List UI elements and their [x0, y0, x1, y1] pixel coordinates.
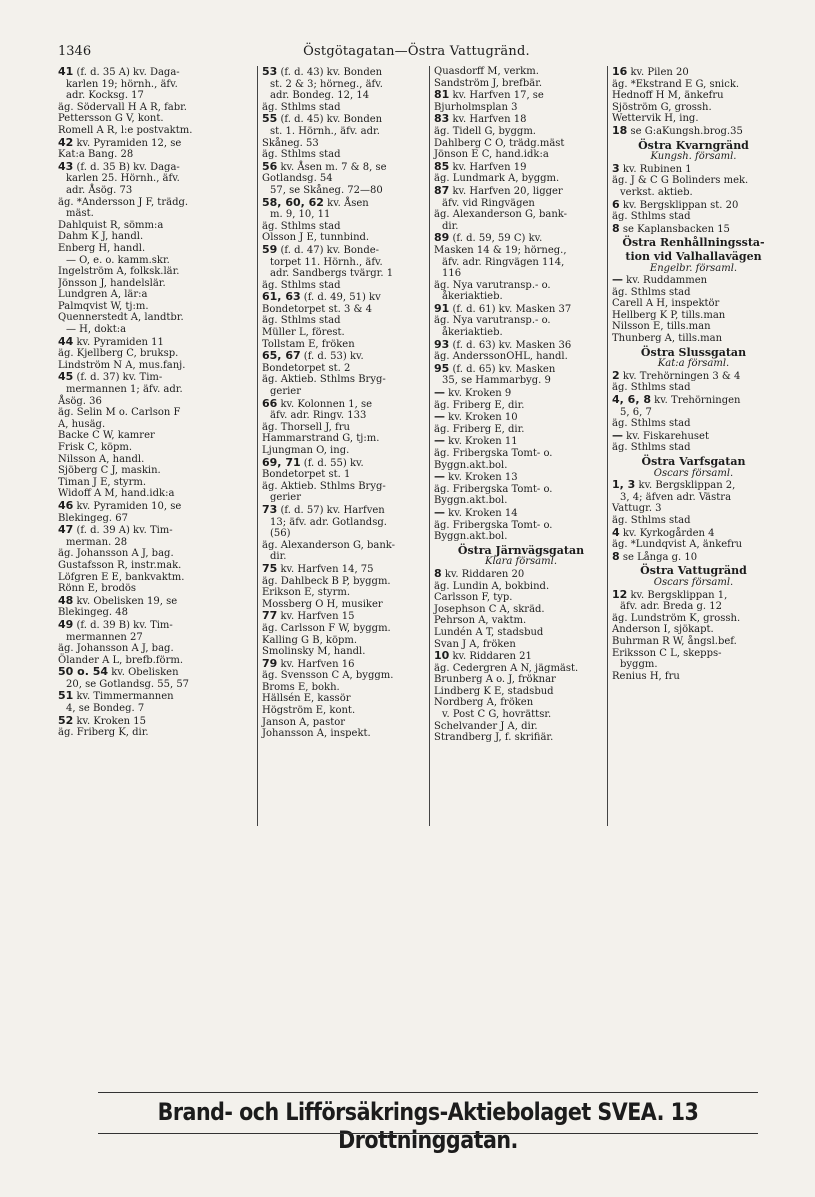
directory-line: Johansson A, inspekt. [262, 728, 371, 740]
directory-line: Palmqvist W, tj:m. [58, 300, 149, 312]
directory-line: Gotlandsg. 54 [262, 173, 333, 185]
directory-line: — kv. Fiskarehuset [612, 428, 709, 442]
directory-line: Kat:a Bang. 28 [58, 149, 134, 161]
directory-line: Romell A R, l:e postvaktm. [58, 124, 193, 136]
directory-line: äg. Friberg E, dir. [434, 399, 525, 411]
directory-line: Kat:a församl. [657, 358, 730, 370]
directory-line: torpet 11. Hörnh., äfv. [270, 256, 383, 268]
directory-line: 58, 60, 62 kv. Åsen [262, 195, 369, 209]
directory-line: äg. Cedergren A N, jägmäst. [434, 662, 579, 674]
directory-line: 49 (f. d. 39 B) kv. Tim- [58, 617, 173, 631]
directory-line: äg. Aktieb. Sthlms Bryg- [262, 374, 386, 386]
directory-line: 4, 6, 8 kv. Trehörningen [612, 393, 741, 407]
directory-line: Bondetorpet st. 2 [262, 362, 351, 374]
directory-line: äg. Kjellberg C, bruksp. [58, 348, 179, 360]
directory-line: äg. Fribergska Tomt- o. [434, 448, 553, 459]
directory-line: v. Post C G, hovrättsr. [442, 709, 552, 721]
directory-line: 95 (f. d. 65) kv. Masken [434, 361, 556, 375]
directory-line: Klara församl. [484, 556, 557, 568]
directory-line: äfv. adr. Ringvägen 114, [442, 256, 565, 268]
directory-line: 48 kv. Obelisken 19, se [58, 593, 178, 607]
directory-line: verkst. aktieb. [620, 186, 693, 198]
directory-line: 81 kv. Harfven 17, se [434, 88, 544, 102]
directory-line: Dahlberg C O, trädg.mäst [434, 137, 565, 149]
directory-line: Eriksson C L, skepps- [612, 647, 722, 659]
directory-line: Buhrman R W, ångsl.bef. [612, 635, 737, 647]
directory-line: Bondetorpet st. 3 & 4 [262, 303, 372, 315]
directory-line: äg. *Lundqvist A, änkefru [612, 539, 743, 551]
directory-line: Oscars församl. [653, 467, 734, 479]
directory-line: 53 (f. d. 43) kv. Bonden [262, 66, 383, 78]
directory-line: 1, 3 kv. Bergsklippan 2, [612, 478, 736, 492]
directory-line: 116 [442, 268, 462, 280]
directory-line: äg. Aktieb. Sthlms Bryg- [262, 480, 386, 492]
directory-line: Jönson E C, hand.idk:a [434, 149, 549, 161]
footer-advert: Brand- och Lifförsäkrings-Aktiebolaget SVEA. 13 Drottninggatan. [157, 1098, 699, 1154]
directory-line: 91 (f. d. 61) kv. Masken 37 [434, 301, 572, 315]
directory-line: Pettersson G V, kont. [58, 113, 164, 125]
directory-line: 61, 63 (f. d. 49, 51) kv [262, 290, 381, 304]
directory-line: Lindberg K E, stadsbud [434, 685, 554, 697]
directory-line: 69, 71 (f. d. 55) kv. [262, 455, 364, 469]
directory-line: Smolinsky M, handl. [262, 646, 366, 658]
directory-line: mermannen 1; äfv. adr. [66, 384, 183, 396]
directory-line: — kv. Kroken 11 [434, 434, 518, 448]
directory-line: Blekingeg. 48 [58, 607, 128, 619]
directory-line: mermannen 27 [66, 631, 143, 643]
directory-line: äg. J & C G Bolinders mek. [612, 175, 749, 187]
directory-line: Backe C W, kamrer [58, 430, 155, 442]
directory-line: Nordberg A, fröken [434, 697, 534, 709]
directory-line: A, husäg. [58, 418, 106, 430]
directory-line: 46 kv. Pyramiden 10, se [58, 498, 182, 512]
directory-line: Dahm K J, handl. [58, 231, 144, 243]
directory-line: Timan J E, styrm. [58, 476, 147, 488]
directory-line: — kv. Kroken 14 [434, 505, 518, 519]
directory-line: äg. Thorsell J, fru [262, 421, 350, 433]
directory-line: äg. Lundin A, bokbind. [434, 580, 550, 592]
directory-line: Sjöström G, grossh. [612, 101, 712, 113]
directory-line: åkeriaktieb. [442, 291, 503, 303]
directory-line: Mossberg O H, musiker [262, 598, 383, 610]
directory-line: 3 kv. Rubinen 1 [612, 161, 692, 175]
directory-line: Olsson J E, tunnbind. [262, 232, 370, 244]
directory-line: Kungsh. församl. [650, 151, 737, 163]
directory-line: Skåneg. 53 [262, 137, 319, 149]
directory-line: 59 (f. d. 47) kv. Bonde- [262, 242, 380, 256]
directory-line: äg. Sthlms stad [612, 211, 691, 223]
page-header [58, 44, 775, 64]
directory-line: 65, 67 (f. d. 53) kv. [262, 349, 364, 363]
directory-line: 66 kv. Kolonnen 1, se [262, 396, 372, 410]
directory-line: äg. Sthlms stad [262, 149, 341, 161]
directory-line: 44 kv. Pyramiden 11 [58, 334, 164, 348]
directory-line: 50 o. 54 kv. Obelisken [58, 665, 179, 679]
directory-line: — kv. Kroken 13 [434, 470, 518, 484]
directory-line: 41 (f. d. 35 A) kv. Daga- [58, 66, 180, 78]
directory-line: äg. Friberg K, dir. [58, 727, 149, 739]
directory-line: äg. *Ekstrand E G, snick. [612, 78, 740, 90]
directory-line: 2 kv. Trehörningen 3 & 4 [612, 368, 741, 382]
directory-line: Brunberg A o. J, fröknar [434, 674, 556, 686]
directory-line: Bjurholmsplan 3 [434, 101, 518, 113]
directory-line: Gustafsson R, instr.mak. [58, 559, 182, 571]
footer-rule-bottom [98, 1133, 758, 1134]
directory-line: karlen 19; hörnh., äfv. [66, 78, 178, 90]
directory-line: Lundgren A, lär:a [58, 289, 148, 301]
directory-line: Masken 14 & 19; hörneg., [434, 244, 567, 256]
directory-line: Nilsson E, tills.man [612, 321, 711, 333]
directory-line: äg. Nya varutransp.- o. [434, 315, 551, 327]
directory-line: Hammarstrand G, tj:m. [262, 433, 380, 445]
directory-line: Pehrson A, vaktm. [434, 615, 527, 627]
directory-line: Hednoff H M, änkefru [612, 90, 724, 102]
directory-line: Schelvander J A, dir. [434, 720, 538, 732]
directory-line: — H, dokt:a [66, 324, 127, 336]
directory-line: 10 kv. Riddaren 21 [434, 649, 532, 663]
directory-line: äfv. adr. Ringv. 133 [270, 410, 367, 422]
directory-line: adr. Åsög. 73 [66, 184, 133, 196]
directory-line: adr. Kocksg. 17 [66, 90, 144, 102]
directory-line: Löfgren E E, bankvaktm. [58, 571, 185, 583]
column-1 [58, 66, 256, 826]
directory-line: Östra Järnvägsgatan [457, 543, 585, 557]
directory-line: Enberg H, handl. [58, 242, 146, 254]
directory-line: 5, 6, 7 [620, 406, 652, 418]
directory-line: 3, 4; äfven adr. Västra [620, 491, 732, 503]
directory-line: Janson A, pastor [262, 716, 346, 728]
directory-line: 8 se Långa g. 10 [612, 549, 698, 563]
directory-line: karlen 25. Hörnh., äfv. [66, 173, 180, 185]
directory-line: Byggn.akt.bol. [434, 459, 508, 471]
directory-columns [58, 66, 770, 826]
directory-line: 77 kv. Harfven 15 [262, 609, 355, 623]
directory-line: 43 (f. d. 35 B) kv. Daga- [58, 159, 180, 173]
directory-line: Carell A H, inspektör [612, 298, 720, 310]
directory-line: — O, e. o. kamm.skr. [66, 254, 170, 266]
footer-rule-top [98, 1092, 758, 1093]
directory-line: adr. Sandbergs tvärgr. 1 [270, 268, 394, 280]
directory-line: Ingelström A, folksk.lär. [58, 266, 180, 278]
directory-line: Tollstam E, fröken [262, 338, 355, 350]
directory-line: Östra Varfsgatan [641, 455, 746, 468]
directory-line: st. 2 & 3; hörneg., äfv. [270, 78, 383, 90]
directory-line: 52 kv. Kroken 15 [58, 713, 146, 727]
directory-line: Oscars församl. [653, 576, 734, 588]
directory-line: — kv. Kroken 10 [434, 410, 518, 424]
directory-line: 4, se Bondeg. 7 [66, 703, 145, 715]
directory-line: (56) [270, 528, 291, 540]
directory-line: 18 se G:aKungsh.brog.35 [612, 123, 743, 137]
directory-line: äfv. vid Ringvägen [442, 197, 535, 209]
directory-line: Engelbr. församl. [649, 262, 738, 274]
directory-line: Renius H, fru [612, 670, 680, 682]
directory-line: Strandberg J, f. skrifiär. [434, 732, 554, 744]
directory-line: äg. Lundström K, grossh. [612, 612, 741, 624]
running-head: Östgötagatan—Östra Vattugränd. [303, 44, 530, 59]
directory-line: äg. Johansson A J, bag. [58, 643, 174, 655]
directory-line: Ölander A L, brefb.förm. [58, 654, 184, 666]
directory-line: byggm. [620, 659, 658, 671]
directory-line: Wettervik H, ing. [612, 113, 699, 125]
directory-line: Thunberg A, tills.man [612, 333, 723, 345]
directory-line: äg. Sthlms stad [612, 514, 691, 526]
directory-line: — kv. Kroken 9 [434, 386, 512, 400]
directory-line: Sandström J, brefbär. [434, 77, 543, 89]
directory-line: äg. Södervall H A R, fabr. [58, 101, 187, 113]
directory-line: Nilsson A, handl. [58, 453, 145, 465]
directory-line: 6 kv. Bergsklippan st. 20 [612, 197, 739, 211]
directory-line: 45 (f. d. 37) kv. Tim- [58, 370, 163, 384]
directory-line: 79 kv. Harfven 16 [262, 656, 355, 670]
directory-line: Josephson C A, skräd. [434, 603, 545, 615]
directory-line: Müller L, förest. [262, 327, 345, 339]
directory-line: 87 kv. Harfven 20, ligger [434, 183, 563, 197]
directory-line: Sjöberg C J, maskin. [58, 465, 161, 477]
directory-line: Högström E, kont. [262, 705, 356, 717]
directory-line: 4 kv. Kyrkogården 4 [612, 525, 715, 539]
directory-line: äg. Lundmark A, byggm. [434, 173, 560, 185]
directory-line: 56 kv. Åsen m. 7 & 8, se [262, 159, 387, 173]
directory-line: Östra Renhållningssta- [622, 236, 765, 250]
directory-line: äg. Friberg E, dir. [434, 423, 525, 435]
directory-line: äg. Alexanderson G, bank- [434, 209, 568, 221]
directory-line: Östra Vattugränd [640, 564, 747, 578]
directory-line: 35, se Hammarbyg. 9 [442, 375, 551, 387]
directory-line: gerier [270, 492, 301, 504]
directory-line: äg. Sthlms stad [262, 279, 341, 291]
directory-line: Carlsson F, typ. [434, 592, 513, 604]
directory-line: 89 (f. d. 59, 59 C) kv. [434, 231, 543, 245]
directory-line: äg. Dahlbeck B P, byggm. [262, 575, 391, 587]
directory-line: äg. Tidell G, byggm. [434, 125, 536, 137]
directory-line: äg. Fribergska Tomt- o. [434, 519, 553, 531]
directory-line: 12 kv. Bergsklippan 1, [612, 587, 728, 601]
directory-line: 20, se Gotlandsg. 55, 57 [66, 678, 190, 690]
directory-line: äg. Sthlms stad [612, 442, 691, 454]
directory-line: Frisk C, köpm. [58, 442, 133, 453]
directory-line: Broms E, bokh. [262, 681, 340, 693]
directory-line: 75 kv. Harfven 14, 75 [262, 561, 374, 575]
directory-line: Bondetorpet st. 1 [262, 469, 351, 481]
directory-line: mäst. [66, 208, 94, 220]
directory-line: 8 kv. Riddaren 20 [434, 566, 525, 580]
directory-line: Blekingeg. 67 [58, 512, 128, 524]
directory-line: Dahlquist R, sömm:a [58, 219, 164, 231]
directory-line: Anderson I, sjökapt. [612, 624, 714, 636]
directory-line: äg. Svensson C A, byggm. [262, 670, 394, 682]
directory-line: Östra Slussgatan [640, 345, 747, 359]
directory-line: 55 (f. d. 45) kv. Bonden [262, 112, 383, 126]
directory-line: Lundén A T, stadsbud [434, 626, 544, 638]
directory-line: Hällsén E, kassör [262, 693, 351, 705]
directory-line: äg. Sthlms stad [612, 382, 691, 394]
directory-line: Lindström N A, mus.fanj. [58, 359, 186, 371]
directory-line: 57, se Skåneg. 72—80 [270, 184, 383, 196]
directory-line: äg. *Andersson J F, trädg. [58, 196, 189, 208]
directory-line: merman. 28 [66, 536, 128, 548]
page-number: 1346 [58, 44, 92, 59]
directory-line: Svan J A, fröken [434, 638, 516, 650]
directory-line: äg. Carlsson F W, byggm. [262, 622, 391, 634]
directory-line: Jönsson J, handelslär. [58, 277, 166, 289]
directory-line: äg. Sthlms stad [262, 315, 341, 327]
column-4 [607, 66, 775, 826]
directory-line: äg. Sthlms stad [612, 418, 691, 430]
directory-line: Vattugr. 3 [612, 503, 662, 515]
directory-line: äg. Sthlms stad [262, 220, 341, 232]
directory-line: Kalling G B, köpm. [262, 634, 358, 646]
directory-line: Åsög. 36 [58, 395, 102, 407]
directory-line: Rönn E, brodös [58, 583, 137, 595]
directory-line: dir. [270, 551, 287, 563]
directory-line: Byggn.akt.bol. [434, 495, 508, 507]
directory-line: Erikson E, styrm. [262, 587, 351, 599]
directory-line: äg. Fribergska Tomt- o. [434, 483, 553, 495]
directory-line: 8 se Kaplansbacken 15 [612, 221, 730, 235]
directory-line: — kv. Ruddammen [612, 273, 708, 287]
directory-line: 93 (f. d. 63) kv. Masken 36 [434, 337, 572, 351]
directory-line: st. 1. Hörnh., äfv. adr. [270, 125, 380, 137]
directory-line: Quennerstedt A, landtbr. [58, 312, 184, 324]
directory-line: äg. Nya varutransp.- o. [434, 279, 551, 291]
directory-line: Quasdorff M, verkm. [434, 66, 539, 77]
directory-line: tion vid Valhallavägen [625, 249, 762, 263]
directory-line: äg. Johansson A J, bag. [58, 548, 174, 560]
directory-line: Widoff A M, hand.idk:a [58, 488, 175, 500]
directory-line: Byggn.akt.bol. [434, 531, 508, 543]
directory-line: Hellberg K P, tills.man [612, 309, 726, 321]
directory-line: äg. Sthlms stad [262, 101, 341, 113]
directory-line: gerier [270, 386, 301, 398]
directory-line: m. 9, 10, 11 [270, 209, 331, 221]
directory-line: adr. Bondeg. 12, 14 [270, 90, 370, 102]
directory-line: äg. Sthlms stad [612, 286, 691, 298]
directory-line: 51 kv. Timmermannen [58, 689, 174, 703]
directory-line: äfv. adr. Breda g. 12 [620, 601, 722, 613]
directory-line: 73 (f. d. 57) kv. Harfven [262, 502, 385, 516]
directory-line: dir. [442, 220, 459, 232]
directory-line: 83 kv. Harfven 18 [434, 112, 527, 126]
directory-line: Östra Kvarngränd [638, 138, 749, 152]
directory-line: äg. Selin M o. Carlson F [58, 407, 181, 419]
directory-line: 13; äfv. adr. Gotlandsg. [270, 516, 387, 528]
directory-line: äg. AnderssonOHL, handl. [434, 351, 568, 363]
column-3 [429, 66, 608, 826]
directory-line: åkeriaktieb. [442, 327, 503, 339]
directory-line: 85 kv. Harfven 19 [434, 159, 527, 173]
directory-line: Ljungman O, ing. [262, 445, 350, 456]
directory-line: 47 (f. d. 39 A) kv. Tim- [58, 523, 173, 537]
column-2 [257, 66, 430, 826]
directory-line: 16 kv. Pilen 20 [612, 66, 689, 78]
directory-line: 42 kv. Pyramiden 12, se [58, 135, 182, 149]
directory-line: äg. Alexanderson G, bank- [262, 539, 396, 551]
